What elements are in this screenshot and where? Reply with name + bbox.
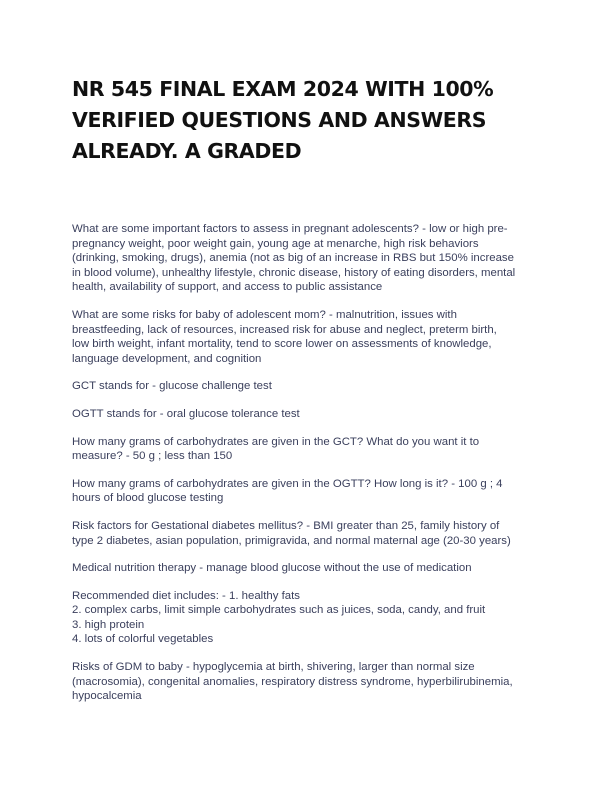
text-line: Recommended diet includes: - 1. healthy fats [72, 589, 300, 602]
qa-entry-recommended-diet [72, 589, 550, 647]
qa-entry-ogtt [72, 407, 550, 422]
text-line: breastfeeding, lack of resources, increased risk for abuse and neglect, preterm birth, [72, 323, 497, 336]
text-line: 3. high protein [72, 618, 145, 631]
qa-entry-baby-risks [72, 308, 550, 366]
qa-entry-adolescent-factors [72, 222, 550, 295]
text-line: How many grams of carbohydrates are given in the OGTT? How long is it? - 100 g ; 4 [72, 477, 503, 490]
text-line: hypocalcemia [72, 690, 142, 703]
qa-entry-gdm-risk-factors [72, 519, 550, 548]
text-line: Risks of GDM to baby - hypoglycemia at birth, shivering, larger than normal size [72, 661, 475, 674]
document-body [72, 222, 550, 717]
text-line: 2. complex carbs, limit simple carbohydrates such as juices, soda, candy, and fruit [72, 604, 486, 617]
text-line: 4. lots of colorful vegetables [72, 633, 214, 646]
text-line: low birth weight, infant mortality, tend to score lower on assessments of knowledge, [72, 338, 492, 351]
text-line: hours of blood glucose testing [72, 492, 224, 505]
text-line: pregnancy weight, poor weight gain, young age at menarche, high risk behaviors [72, 237, 479, 250]
title-line: VERIFIED QUESTIONS AND ANSWERS [72, 108, 487, 132]
text-line: (macrosomia), congenital anomalies, respiratory distress syndrome, hyperbilirubinemia, [72, 675, 513, 688]
text-line: language development, and cognition [72, 352, 262, 365]
title-line: ALREADY. A GRADED [72, 139, 302, 163]
text-line: type 2 diabetes, asian population, primigravida, and normal maternal age (20-30 years) [72, 534, 511, 547]
text-line: in blood volume), unhealthy lifestyle, chronic disease, history of eating disorders, mental [72, 266, 516, 279]
text-line: GCT stands for - glucose challenge test [72, 380, 272, 393]
text-line: OGTT stands for - oral glucose tolerance test [72, 407, 300, 420]
qa-entry-ogtt-grams [72, 477, 550, 506]
qa-entry-gct-grams [72, 435, 550, 464]
text-line: Medical nutrition therapy - manage blood glucose without the use of medication [72, 562, 472, 575]
text-line: What are some important factors to assess in pregnant adolescents? - low or high pre- [72, 223, 508, 235]
text-line: How many grams of carbohydrates are given in the GCT? What do you want it to [72, 435, 480, 448]
text-line: What are some risks for baby of adolescent mom? - malnutrition, issues with [72, 308, 457, 321]
text-line: health, availability of support, and access to public assistance [72, 281, 383, 294]
qa-entry-gdm-baby-risks [72, 660, 550, 704]
text-line: Risk factors for Gestational diabetes mellitus? - BMI greater than 25, family history of [72, 519, 500, 532]
page-title [72, 74, 552, 167]
title-line: NR 545 FINAL EXAM 2024 WITH 100% [72, 77, 494, 101]
qa-entry-nutrition-therapy [72, 561, 550, 576]
qa-entry-gct [72, 379, 550, 394]
text-line: measure? - 50 g ; less than 150 [72, 450, 233, 463]
text-line: (drinking, smoking, drugs), anemia (not as big of an increase in RBS but 150% increase [72, 252, 514, 265]
